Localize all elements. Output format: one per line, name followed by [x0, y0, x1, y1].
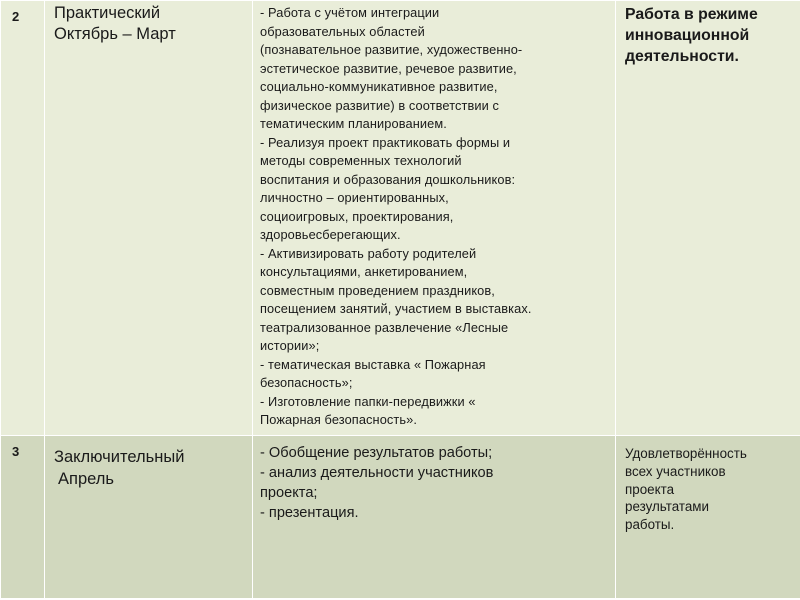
content-text — [253, 436, 615, 523]
content-line: проекта; — [260, 485, 318, 501]
content-line: социоигровых, проектирования, — [260, 208, 454, 224]
result-text — [616, 1, 800, 67]
result-line: Удовлетворённость — [625, 446, 747, 461]
content-cell — [253, 1, 616, 436]
result-text — [616, 436, 800, 534]
result-cell — [616, 1, 800, 436]
content-cell — [253, 436, 616, 599]
content-line: личностно – ориентированных, — [260, 190, 449, 205]
content-line: - тематическая выставка « Пожарная — [260, 356, 486, 372]
result-line: проекта — [625, 481, 675, 497]
content-line: - Изготовление папки-передвижки « — [260, 393, 476, 409]
result-line: результатами — [625, 499, 709, 515]
stage-text — [45, 1, 252, 45]
number-cell — [1, 1, 45, 436]
result-line: всех участников — [625, 463, 726, 479]
stage-line: Заключительный — [54, 448, 185, 466]
content-line: - Работа с учётом интеграции — [260, 5, 440, 20]
row-number: 3 — [12, 444, 20, 459]
content-line: методы современных технологий — [260, 153, 462, 168]
content-line: посещением занятий, участием в выставках. — [260, 301, 532, 316]
content-line: - Реализуя проект практиковать формы и — [260, 134, 511, 150]
content-line: физическое развитие) в соответствии с — [260, 97, 500, 113]
number-cell — [1, 436, 45, 599]
result-cell — [616, 436, 800, 599]
stage-cell — [45, 436, 253, 599]
result-line: деятельности. — [625, 48, 739, 65]
content-line: консультациями, анкетированием, — [260, 264, 468, 279]
result-line: инновационной — [625, 27, 750, 44]
content-line: социально-коммуникативное развитие, — [260, 79, 498, 94]
result-line: Работа в режиме — [625, 6, 758, 23]
content-text — [253, 1, 615, 430]
content-line: тематическим планированием. — [260, 116, 447, 131]
content-line: - Активизировать работу родителей — [260, 245, 477, 261]
stage-text — [45, 436, 252, 490]
content-line: безопасность»; — [260, 375, 353, 390]
stage-line: Практический — [54, 4, 161, 22]
stage-line: Октябрь – Март — [54, 25, 176, 43]
content-line: Пожарная безопасность». — [260, 412, 418, 427]
content-line: театрализованное развлечение «Лесные — [260, 319, 509, 335]
content-line: (познавательное развитие, художественно- — [260, 42, 523, 57]
content-line: здоровьесберегающих. — [260, 227, 401, 242]
table-row — [1, 1, 800, 436]
stage-cell — [45, 1, 253, 436]
row-number: 2 — [12, 9, 20, 24]
content-line: эстетическое развитие, речевое развитие, — [260, 60, 517, 76]
content-line: - презентация. — [260, 505, 359, 521]
result-line: работы. — [625, 517, 675, 533]
content-line: совместным проведением праздников, — [260, 282, 495, 298]
content-line: - анализ деятельности участников — [260, 465, 494, 481]
content-line: воспитания и образования дошкольников: — [260, 171, 516, 187]
table-row — [1, 436, 800, 599]
stage-line: Апрель — [58, 470, 114, 488]
content-line: - Обобщение результатов работы; — [260, 445, 493, 461]
content-line: образовательных областей — [260, 23, 425, 39]
content-line: истории»; — [260, 338, 320, 353]
